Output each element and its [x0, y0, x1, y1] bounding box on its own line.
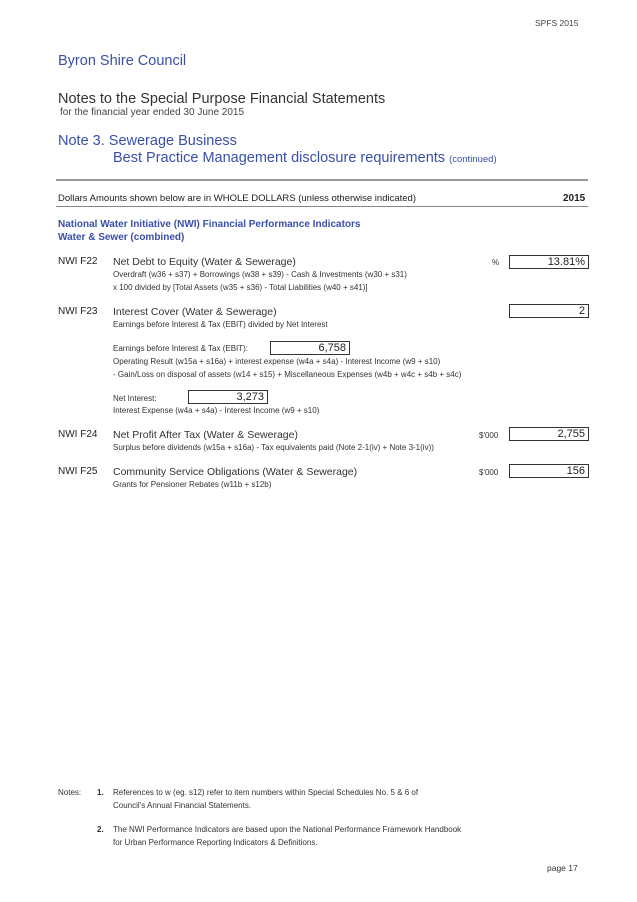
f25-title: Community Service Obligations (Water & Sewerage) [113, 466, 358, 478]
page-number: page 17 [547, 863, 578, 873]
f22-unit: % [492, 258, 500, 267]
f22-value: 13.81% [509, 255, 589, 269]
year-header: 2015 [563, 193, 586, 204]
top-rule [56, 179, 588, 181]
note-1-number: 1. [97, 788, 104, 797]
note-title: Note 3. Sewerage Business [58, 133, 237, 149]
banner-rule [56, 206, 588, 207]
f23-line1: Earnings before Interest & Tax (EBIT) divided by Net Interest [113, 320, 328, 329]
f23-value: 2 [509, 304, 589, 318]
f22-line2: x 100 divided by [Total Assets (w35 + s36) - Total Liabilities (w40 + s41)] [113, 283, 368, 292]
f24-title: Net Profit After Tax (Water & Sewerage) [113, 429, 298, 441]
f24-unit: $'000 [479, 431, 499, 440]
council-name: Byron Shire Council [58, 53, 187, 69]
spfs-tag: SPFS 2015 [535, 18, 579, 28]
section-subtitle: Water & Sewer (combined) [58, 232, 185, 243]
note-subtitle-suffix: (continued) [449, 154, 497, 165]
doc-subtitle: for the financial year ended 30 June 2015 [60, 107, 245, 118]
note-2-line2: for Urban Performance Reporting Indicators & Definitions. [113, 838, 318, 847]
f22-title: Net Debt to Equity (Water & Sewerage) [113, 256, 296, 268]
f24-line1: Surplus before dividends (w15a + s16a) - Tax equivalents paid (Note 2-1(iv) + Note 3-1(iv)) [113, 443, 434, 452]
notes-label: Notes: [58, 788, 82, 797]
section-title: National Water Initiative (NWI) Financial Performance Indicators [58, 219, 361, 230]
f25-unit: $'000 [479, 468, 499, 477]
f24-value: 2,755 [509, 427, 589, 441]
f22-code: NWI F22 [58, 256, 98, 267]
note-subtitle [113, 150, 497, 166]
f25-line1: Grants for Pensioner Rebates (w11b + s12b) [113, 480, 272, 489]
note-2-line1: The NWI Performance Indicators are based upon the National Performance Framework Handbook [113, 825, 462, 834]
note-subtitle-text: Best Practice Management disclosure requirements [113, 150, 446, 166]
f25-code: NWI F25 [58, 466, 98, 477]
net-interest-label: Net Interest: [113, 394, 157, 403]
note-2-number: 2. [97, 825, 104, 834]
ebit-line2: - Gain/Loss on disposal of assets (w14 + s15) + Miscellaneous Expenses (w4b + w4c + s4b + s4c) [113, 370, 462, 379]
f23-title: Interest Cover (Water & Sewerage) [113, 306, 277, 318]
f24-code: NWI F24 [58, 429, 98, 440]
f25-value: 156 [509, 464, 589, 478]
f23-code: NWI F23 [58, 306, 98, 317]
ebit-label: Earnings before Interest & Tax (EBIT): [113, 344, 249, 353]
ebit-value: 6,758 [270, 341, 350, 355]
net-interest-value: 3,273 [188, 390, 268, 404]
net-interest-line1: Interest Expense (w4a + s4a) - Interest Income (w9 + s10) [113, 406, 320, 415]
note-1-line1: References to w (eg. s12) refer to item numbers within Special Schedules No. 5 & 6 of [113, 788, 419, 797]
f22-line1: Overdraft (w36 + s37) + Borrowings (w38 + s39) - Cash & Investments (w30 + s31) [113, 270, 407, 279]
note-1-line2: Council's Annual Financial Statements. [113, 801, 252, 810]
dollars-banner: Dollars Amounts shown below are in WHOLE DOLLARS (unless otherwise indicated) [58, 193, 416, 204]
doc-title: Notes to the Special Purpose Financial Statements [58, 91, 386, 107]
ebit-line1: Operating Result (w15a + s16a) + interest expense (w4a + s4a) - Interest Income (w9 + s10) [113, 357, 441, 366]
